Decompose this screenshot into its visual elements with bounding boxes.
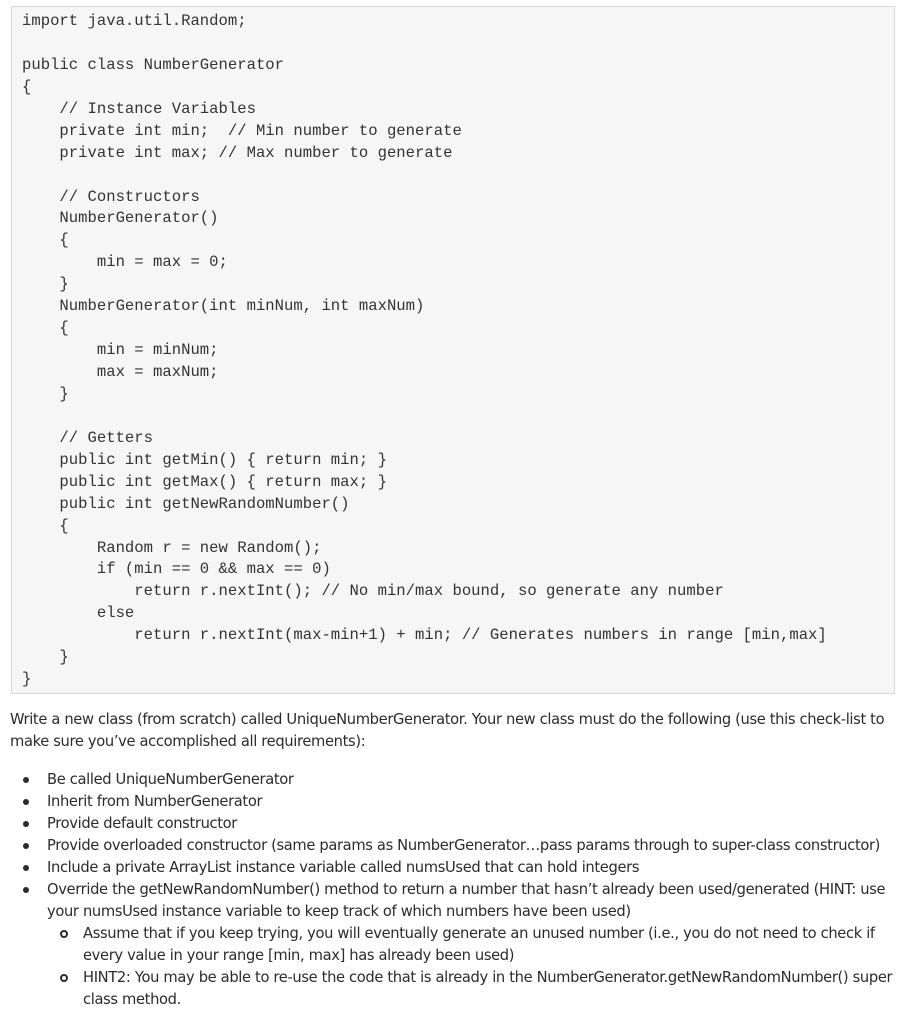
code-line: min = max = 0; [22,253,228,272]
code-line [22,165,894,187]
hint-item: Assume that if you keep trying, you will eventually generate an unused number (i.e., you do not need to check if every value in your range [min, max] has already been used) [47,923,900,967]
hint-sublist [47,923,900,1011]
code-line: return r.nextInt(); // No min/max bound, so generate any number [22,582,724,601]
code-line: } [22,275,69,294]
checklist-item: Inherit from NumberGenerator [10,791,900,813]
checklist-item: Be called UniqueNumberGenerator [10,769,900,791]
code-line: { [22,516,69,535]
code-line [22,33,894,55]
code-line: NumberGenerator(int minNum, int maxNum) [22,297,425,316]
instructions [10,709,900,1011]
code-line: // Instance Variables [22,99,256,118]
code-line: { [22,77,32,96]
code-line: private int max; // Max number to generate [22,143,453,162]
checklist-item: Provide overloaded constructor (same params as NumberGenerator…pass params through to super-class constructor) [10,835,900,857]
code-line: { [22,319,69,338]
requirements-checklist [10,769,900,1011]
code-line: { [22,231,69,250]
code-line: // Constructors [22,187,200,206]
code-line: public class NumberGenerator [22,55,285,74]
code-line: public int getNewRandomNumber() [22,494,350,513]
code-line: // Getters [22,428,154,447]
checklist-item-text: Override the getNewRandomNumber() method to return a number that hasn’t already been used/generated (HINT: use your numsUsed instance variable to keep track of which numbers have been used) [47,881,886,920]
code-line: else [22,604,135,623]
code-line: return r.nextInt(max-min+1) + min; // Generates numbers in range [min,max] [22,626,827,645]
checklist-item: Include a private ArrayList instance variable called numsUsed that can hold integers [10,857,900,879]
code-line: import java.util.Random; [22,12,247,30]
code-line: public int getMax() { return max; } [22,472,387,491]
code-line: min = minNum; [22,341,219,360]
code-line: NumberGenerator() [22,209,219,228]
code-line: max = maxNum; [22,363,219,381]
code-block [11,6,895,694]
code-line: Random r = new Random(); [22,538,322,557]
checklist-item: Provide default constructor [10,813,900,835]
code-line: if (min == 0 && max == 0) [22,560,331,579]
code-line: private int min; // Min number to generate [22,121,462,140]
hint-item: HINT2: You may be able to re-use the code that is already in the NumberGenerator.getNewRandomNumber() super class method. [47,967,900,1011]
code-line: } [22,648,69,667]
intro-paragraph: Write a new class (from scratch) called UniqueNumberGenerator. Your new class must do the following (use this check-list to make sure you’ve accomplished all requirements): [10,711,885,750]
code-line: public int getMin() { return min; } [22,450,387,469]
checklist-item-override [10,879,900,1011]
code-line: } [22,384,69,403]
code-line [22,406,894,428]
code-line: } [22,670,32,689]
